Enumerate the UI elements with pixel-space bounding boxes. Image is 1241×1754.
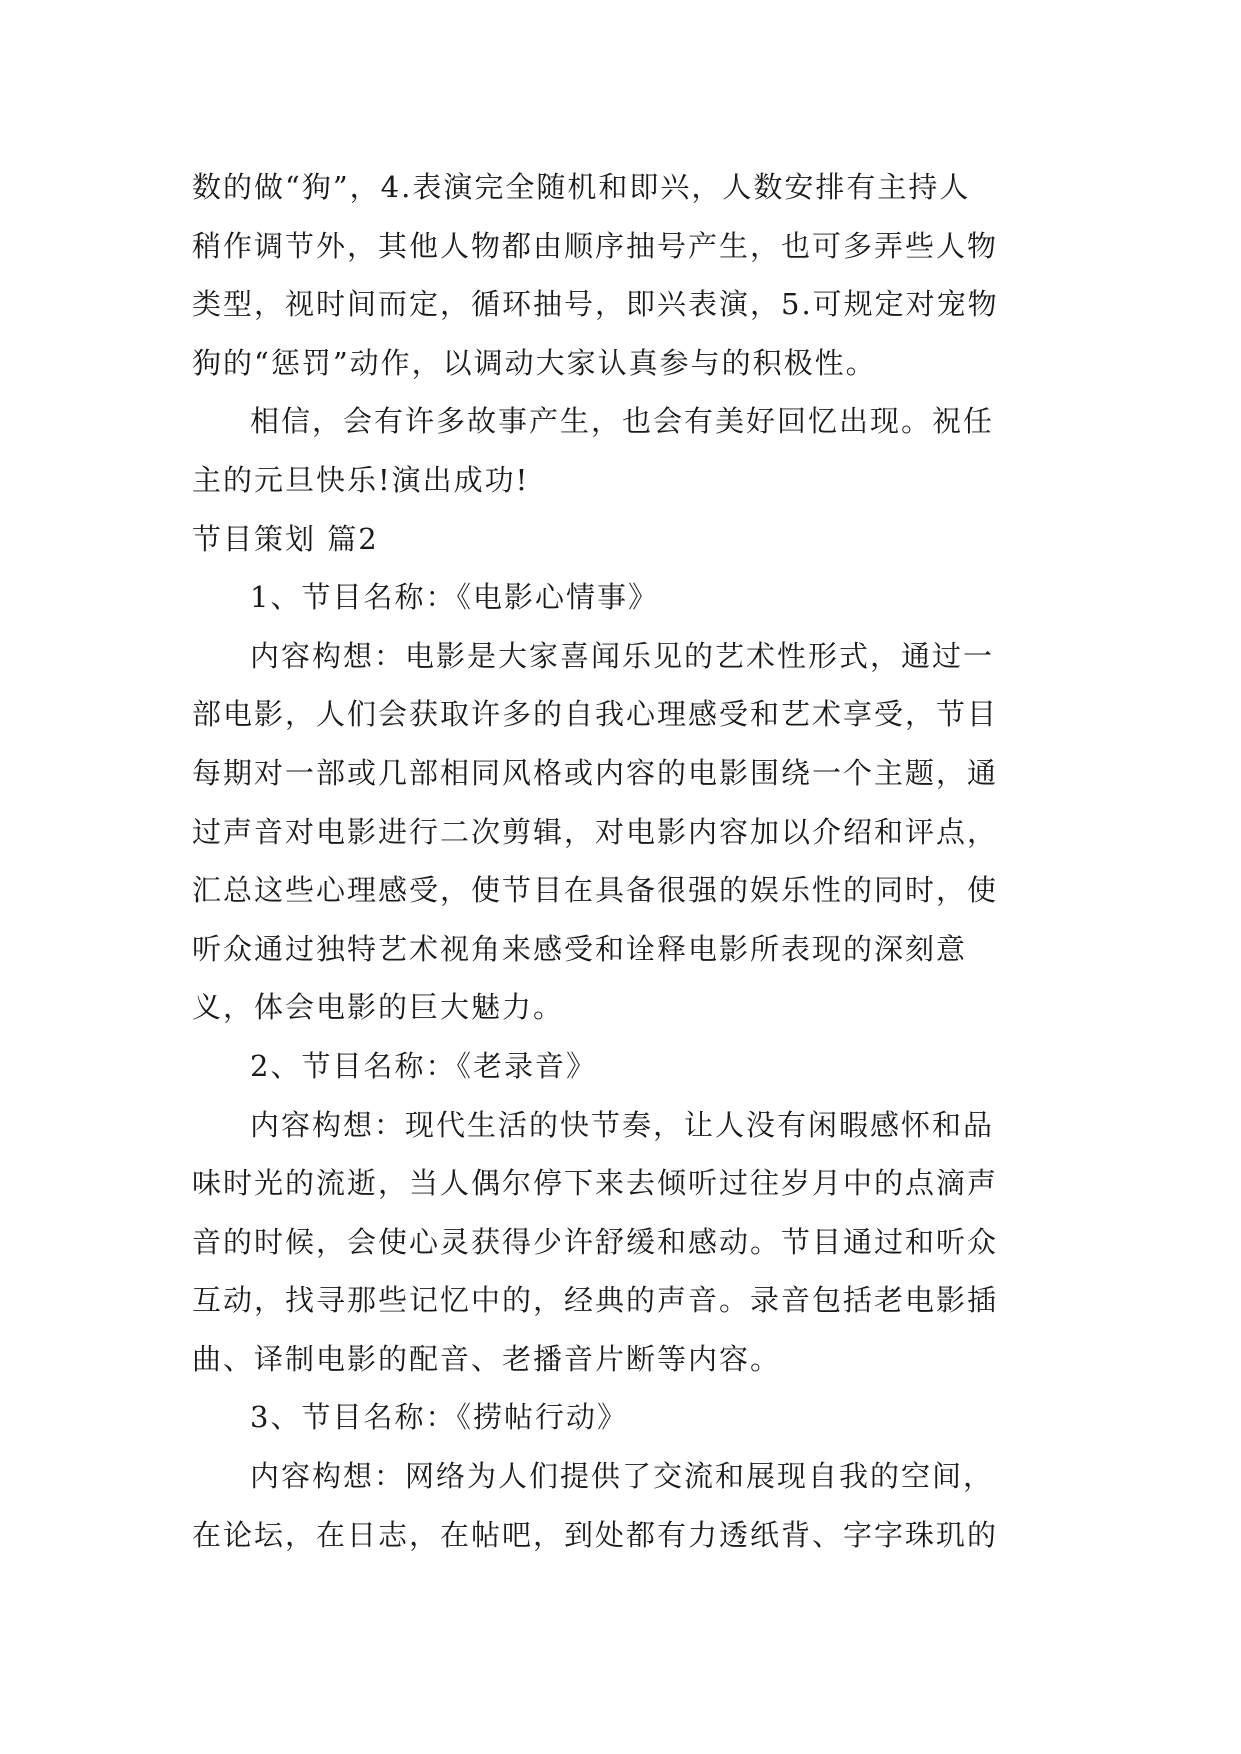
- text-line: 曲、译制电影的配音、老播音片断等内容。: [192, 1341, 782, 1376]
- text-line: 味时光的流逝，当人偶尔停下来去倾听过往岁月中的点滴声: [192, 1166, 999, 1201]
- document-body: [192, 158, 1052, 1564]
- program-title: 2、节目名称：《老录音》: [250, 1048, 597, 1083]
- text-line: 数的做“狗”，4.表演完全随机和即兴，人数安排有主持人: [192, 170, 971, 204]
- paragraph-start-line: 相信，会有许多故事产生，也会有美好回忆出现。祝任: [250, 404, 995, 439]
- text-line: 互动，找寻那些记忆中的，经典的声音。录音包括老电影插: [192, 1283, 999, 1318]
- paragraph-start-line: 内容构想：网络为人们提供了交流和展现自我的空间，: [250, 1459, 995, 1494]
- text-line: 稍作调节外，其他人物都由顺序抽号产生，也可多弄些人物: [192, 228, 999, 263]
- text-line: 义，体会电影的巨大魅力。: [192, 990, 565, 1025]
- text-line: 汇总这些心理感受，使节目在具备很强的娱乐性的同时，使: [192, 873, 999, 908]
- text-line: 过声音对电影进行二次剪辑，对电影内容加以介绍和评点，: [192, 814, 999, 849]
- program-title: 1、节目名称：《电影心情事》: [250, 580, 659, 615]
- text-line: 听众通过独特艺术视角来感受和诠释电影所表现的深刻意: [192, 931, 968, 966]
- paragraph-start-line: 内容构想：现代生活的快节奏，让人没有闲暇感怀和品: [250, 1107, 995, 1142]
- program-title: 3、节目名称：《捞帖行动》: [250, 1400, 628, 1435]
- paragraph-start-line: 内容构想：电影是大家喜闻乐见的艺术性形式，通过一: [250, 638, 995, 673]
- section-heading: 节目策划 篇2: [192, 521, 379, 556]
- text-line: 音的时候，会使心灵获得少许舒缓和感动。节目通过和听众: [192, 1224, 999, 1259]
- text-line: 类型，视时间而定，循环抽号，即兴表演，5.可规定对宠物: [192, 287, 999, 322]
- text-line: 狗的“惩罚”动作，以调动大家认真参与的积极性。: [192, 345, 877, 380]
- text-line: 主的元旦快乐!演出成功!: [192, 462, 530, 497]
- text-line: 在论坛，在日志，在帖吧，到处都有力透纸背、字字珠玑的: [192, 1517, 999, 1552]
- text-line: 部电影，人们会获取许多的自我心理感受和艺术享受，节目: [192, 697, 999, 732]
- text-line: 每期对一部或几部相同风格或内容的电影围绕一个主题，通: [192, 755, 999, 790]
